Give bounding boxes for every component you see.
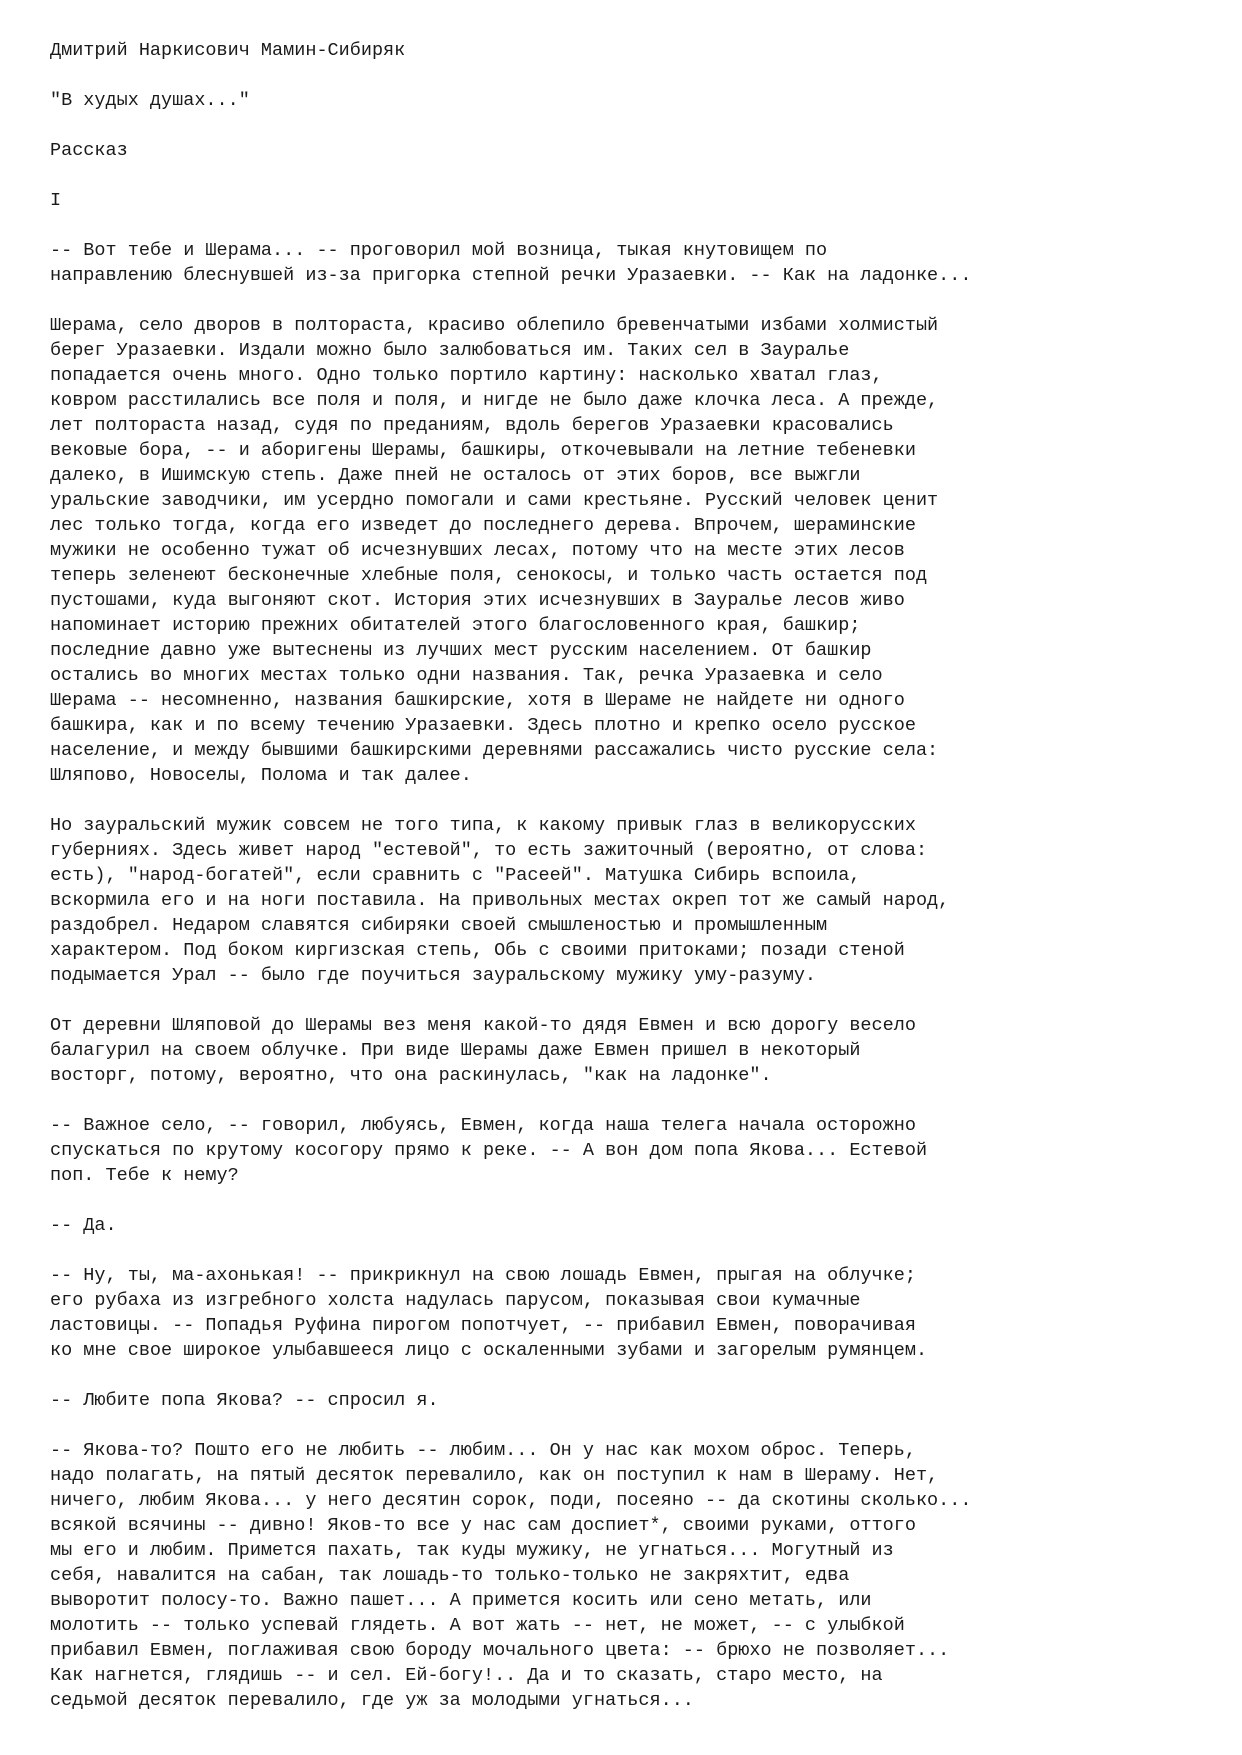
text-line: берег Уразаевки. Издали можно было залюбоваться им. Таких сел в Зауралье (50, 340, 850, 361)
text-line: далеко, в Ишимскую степь. Даже пней не осталось от этих боров, все выжгли (50, 465, 861, 486)
paragraph (50, 1263, 1210, 1363)
text-line: молотить -- только успевай глядеть. А вот жать -- нет, не может, -- с улыбкой (50, 1615, 905, 1636)
text-line: балагурил на своем облучке. При виде Шерамы даже Евмен пришел в некоторый (50, 1040, 861, 1061)
text-line: направлению блеснувшей из-за пригорка степной речки Уразаевки. -- Как на ладонке... (50, 265, 972, 286)
text-line: ко мне свое широкое улыбавшееся лицо с оскаленными зубами и загорелым румянцем. (50, 1340, 928, 1361)
text-line: теперь зеленеют бесконечные хлебные поля, сенокосы, и только часть остается под (50, 565, 928, 586)
text-line: лет полтораста назад, судя по преданиям, вдоль берегов Уразаевки красовались (50, 415, 894, 436)
paragraph (50, 1438, 1210, 1713)
text-line: мужики не особенно тужат об исчезнувших лесах, потому что на месте этих лесов (50, 540, 905, 561)
text-line: характером. Под боком киргизская степь, Обь с своими притоками; позади стеной (50, 940, 905, 961)
spacer (50, 163, 1210, 188)
text-line: От деревни Шляповой до Шерамы вез меня какой-то дядя Евмен и всю дорогу весело (50, 1015, 916, 1036)
text-line: губерниях. Здесь живет народ "естевой", то есть зажиточный (вероятно, от слова: (50, 840, 928, 861)
spacer (50, 288, 1210, 313)
text-line: остались во многих местах только одни названия. Так, речка Уразаевка и село (50, 665, 883, 686)
text-line: -- Любите попа Якова? -- спросил я. (50, 1390, 439, 1411)
text-line: -- Важное село, -- говорил, любуясь, Евмен, когда наша телега начала осторожно (50, 1115, 916, 1136)
paragraph (50, 1388, 1210, 1413)
text-line: -- Якова-то? Пошто его не любить -- любим... Он у нас как мохом оброс. Теперь, (50, 1440, 916, 1461)
text-line: башкира, как и по всему течению Уразаевки. Здесь плотно и крепко осело русское (50, 715, 916, 736)
paragraph (50, 313, 1210, 788)
story-title: "В худых душах..." (50, 90, 250, 111)
spacer (50, 213, 1210, 238)
document-page (50, 38, 1210, 1713)
spacer (50, 1088, 1210, 1113)
text-line: его рубаха из изгребного холста надулась парусом, показывая свои кумачные (50, 1290, 861, 1311)
text-line: последние давно уже вытеснены из лучших мест русским населением. От башкир (50, 640, 872, 661)
text-line: вековые бора, -- и аборигены Шерамы, башкиры, откочевывали на летние тебеневки (50, 440, 916, 461)
text-line: вскормила его и на ноги поставила. На привольных местах окреп тот же самый народ, (50, 890, 950, 911)
story-body (50, 238, 1210, 1713)
text-line: Шляпово, Новоселы, Полома и так далее. (50, 765, 472, 786)
paragraph (50, 1213, 1210, 1238)
text-line: прибавил Евмен, поглаживая свою бороду мочального цвета: -- брюхо не позволяет... (50, 1640, 950, 1661)
text-line: напоминает историю прежних обитателей этого благословенного края, башкир; (50, 615, 861, 636)
text-line: попадается очень много. Одно только портило картину: насколько хватал глаз, (50, 365, 883, 386)
text-line: Шерама -- несомненно, названия башкирские, хотя в Шераме не найдете ни одного (50, 690, 905, 711)
text-line: ковром расстилались все поля и поля, и нигде не было даже клочка леса. А прежде, (50, 390, 939, 411)
text-line: -- Ну, ты, ма-ахонькая! -- прикрикнул на свою лошадь Евмен, прыгая на облучке; (50, 1265, 916, 1286)
spacer (50, 1238, 1210, 1263)
text-line: выворотит полосу-то. Важно пашет... А примется косить или сено метать, или (50, 1590, 872, 1611)
text-line: Шерама, село дворов в полтораста, красиво облепило бревенчатыми избами холмистый (50, 315, 939, 336)
author-name: Дмитрий Наркисович Мамин-Сибиряк (50, 40, 406, 61)
text-line: лес только тогда, когда его изведет до последнего дерева. Впрочем, шераминские (50, 515, 916, 536)
paragraph (50, 1013, 1210, 1088)
spacer (50, 988, 1210, 1013)
text-line: восторг, потому, вероятно, что она раскинулась, "как на ладонке". (50, 1065, 772, 1086)
text-line: пустошами, куда выгоняют скот. История этих исчезнувших в Зауралье лесов живо (50, 590, 905, 611)
text-line: надо полагать, на пятый десяток перевалило, как он поступил к нам в Шераму. Нет, (50, 1465, 939, 1486)
text-line: подымается Урал -- было где поучиться зауральскому мужику уму-разуму. (50, 965, 817, 986)
spacer (50, 63, 1210, 88)
text-line: себя, навалится на сабан, так лошадь-то только-только не закряхтит, едва (50, 1565, 850, 1586)
paragraph (50, 238, 1210, 288)
text-line: есть), "народ-богатей", если сравнить с "Расеей". Матушка Сибирь вспоила, (50, 865, 861, 886)
spacer (50, 113, 1210, 138)
text-line: -- Да. (50, 1215, 117, 1236)
spacer (50, 1413, 1210, 1438)
text-line: Но зауральский мужик совсем не того типа, к какому привык глаз в великорусских (50, 815, 916, 836)
text-line: поп. Тебе к нему? (50, 1165, 239, 1186)
text-line: ничего, любим Якова... у него десятин сорок, поди, посеяно -- да скотины сколько... (50, 1490, 972, 1511)
spacer (50, 788, 1210, 813)
paragraph (50, 813, 1210, 988)
text-line: спускаться по крутому косогору прямо к реке. -- А вон дом попа Якова... Естевой (50, 1140, 928, 1161)
spacer (50, 1363, 1210, 1388)
spacer (50, 1188, 1210, 1213)
text-line: Как нагнется, глядишь -- и сел. Ей-богу!.. Да и то сказать, старо место, на (50, 1665, 883, 1686)
text-line: -- Вот тебе и Шерама... -- проговорил мой возница, тыкая кнутовищем по (50, 240, 828, 261)
text-line: седьмой десяток перевалило, где уж за молодыми угнаться... (50, 1690, 694, 1711)
text-line: уральские заводчики, им усердно помогали и сами крестьяне. Русский человек ценит (50, 490, 939, 511)
text-line: мы его и любим. Примется пахать, так куды мужику, не угнаться... Могутный из (50, 1540, 894, 1561)
paragraph (50, 1113, 1210, 1188)
text-line: население, и между бывшими башкирскими деревнями рассажались чисто русские села: (50, 740, 939, 761)
chapter-number: I (50, 190, 62, 211)
text-line: раздобрел. Недаром славятся сибиряки своей смышленостью и промышленным (50, 915, 828, 936)
text-line: всякой всячины -- дивно! Яков-то все у нас сам доспиет*, своими руками, оттого (50, 1515, 916, 1536)
genre-label: Рассказ (50, 140, 128, 161)
text-line: ластовицы. -- Попадья Руфина пирогом попотчует, -- прибавил Евмен, поворачивая (50, 1315, 916, 1336)
